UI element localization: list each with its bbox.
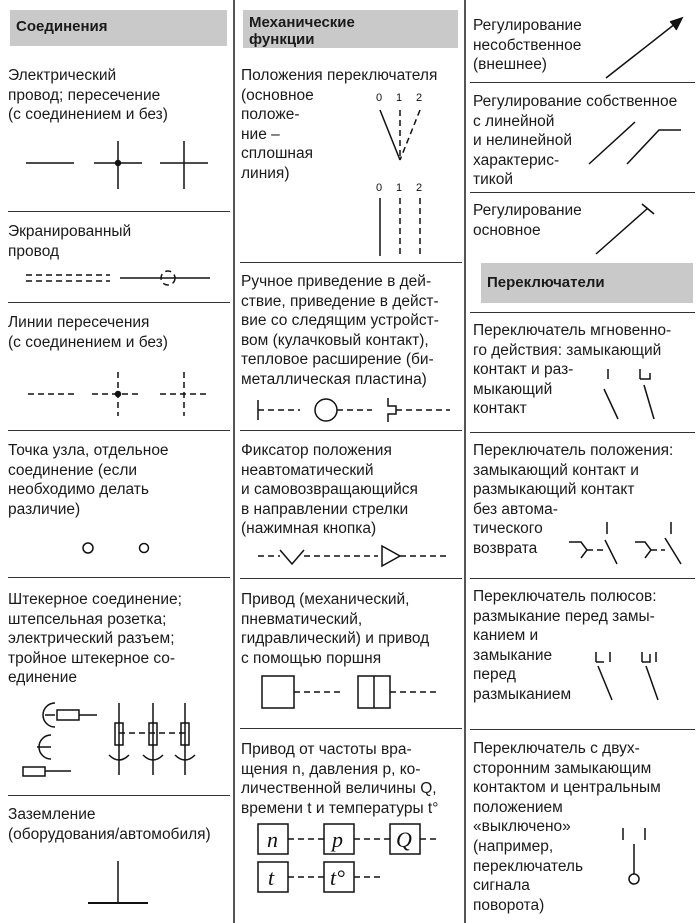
col1-item-text bbox=[8, 66, 168, 125]
text-line: основное bbox=[473, 221, 541, 239]
text-line: положением bbox=[473, 798, 563, 816]
text-line: возврата bbox=[473, 539, 538, 557]
col3-item-text bbox=[473, 16, 582, 75]
text-line: (основное bbox=[241, 86, 314, 104]
text-line: Электрический bbox=[8, 67, 117, 84]
text-line: электрический разъем; bbox=[8, 630, 175, 648]
text-line: сторонним замыкающим bbox=[473, 759, 652, 777]
position-label: 1 bbox=[396, 92, 403, 104]
text-line: времени t и температуры t° bbox=[241, 799, 439, 817]
row-separator bbox=[8, 302, 230, 303]
row-separator bbox=[8, 795, 230, 796]
text-line: сигнала bbox=[473, 877, 530, 895]
row-separator bbox=[240, 430, 462, 431]
text-line: Точка узла, отдельное bbox=[8, 442, 169, 459]
text-line: контакт и раз- bbox=[473, 361, 574, 379]
text-line: металлическая пластина) bbox=[241, 370, 427, 388]
temp-label: t° bbox=[330, 865, 345, 890]
text-line: Регулирование bbox=[473, 202, 582, 219]
text-line: (оборудования/автомобиля) bbox=[8, 825, 211, 843]
text-line: тройное штекерное со- bbox=[8, 649, 176, 667]
col2-item-text bbox=[241, 272, 439, 390]
text-line: Штекерное соединение; bbox=[8, 591, 182, 608]
text-line: Фиксатор положения bbox=[241, 442, 392, 459]
text-line: ние – bbox=[241, 125, 280, 143]
text-line: Ручное приведение в дей- bbox=[241, 273, 432, 290]
col2-item-text bbox=[241, 590, 429, 668]
text-line: соединение (если bbox=[8, 461, 138, 479]
text-line: Экранированный bbox=[8, 223, 132, 240]
text-line: размыканием bbox=[473, 685, 572, 703]
text-line: тепловое расширение (би- bbox=[241, 351, 434, 369]
text-line: размыкание перед замы- bbox=[473, 607, 655, 625]
text-line: с помощью поршня bbox=[241, 649, 382, 667]
text-line: Регулирование bbox=[473, 17, 582, 34]
two-way-switch-symbol-icon bbox=[615, 822, 665, 892]
text-line: сплошная bbox=[241, 145, 313, 163]
col3-item-text bbox=[473, 201, 582, 240]
text-line: «выключено» bbox=[473, 818, 571, 836]
t-label: t bbox=[268, 865, 275, 890]
text-line: замыкание bbox=[473, 646, 553, 664]
text-line: го действия: замыкающий bbox=[473, 341, 662, 359]
col1-item-text bbox=[8, 313, 168, 352]
text-line: линия) bbox=[241, 164, 290, 182]
text-line: различие) bbox=[8, 500, 81, 518]
text-line: (нажимная кнопка) bbox=[241, 520, 377, 538]
wire-crossing-symbol-icon bbox=[20, 135, 220, 195]
n-label: n bbox=[267, 827, 278, 852]
text-line: и самовозвращающийся bbox=[241, 481, 418, 499]
row-separator bbox=[470, 729, 695, 730]
text-line: Переключатель с двух- bbox=[473, 740, 640, 757]
row-separator bbox=[470, 432, 695, 433]
text-line: в направлении стрелки bbox=[241, 500, 409, 518]
text-line: Переключатель положения: bbox=[473, 442, 674, 459]
col1-item-text bbox=[8, 222, 131, 261]
shielded-wire-symbol-icon bbox=[20, 265, 220, 295]
position-label: 1 bbox=[396, 182, 403, 194]
text-line: переключатель bbox=[473, 857, 584, 875]
text-line: (внешнее) bbox=[473, 56, 547, 74]
row-separator bbox=[470, 192, 695, 193]
text-line: гидравлический) и привод bbox=[241, 630, 430, 648]
text-line: поворота) bbox=[473, 896, 545, 914]
row-separator bbox=[8, 211, 230, 212]
text-line: тикой bbox=[473, 171, 513, 189]
text-line: с линейной bbox=[473, 112, 555, 130]
row-separator bbox=[470, 82, 695, 83]
inherent-regulation-symbol-icon bbox=[585, 116, 690, 170]
text-line: контактом и центральным bbox=[473, 779, 661, 797]
row-separator bbox=[470, 312, 695, 313]
text-line: Заземление bbox=[8, 806, 96, 823]
text-line: неавтоматический bbox=[241, 461, 374, 479]
col1-header: Соединения bbox=[10, 10, 227, 46]
text-line: ствие, приведение в дейст- bbox=[241, 292, 439, 310]
text-line: провод; пересечение bbox=[8, 86, 161, 104]
col2-header bbox=[243, 10, 458, 48]
text-line: пневматический, bbox=[241, 610, 363, 628]
col2-item-text bbox=[241, 740, 438, 818]
col1-item-text bbox=[8, 441, 169, 519]
header-line: Механические bbox=[249, 14, 355, 31]
text-line: перед bbox=[473, 666, 516, 684]
text-line: единение bbox=[8, 669, 78, 687]
text-line: провод bbox=[8, 242, 60, 260]
row-separator bbox=[240, 578, 462, 579]
column-divider bbox=[233, 0, 235, 923]
text-line: Переключатель полюсов: bbox=[473, 588, 657, 605]
col2-item-text bbox=[241, 441, 418, 539]
node-point-symbol-icon bbox=[70, 535, 170, 565]
text-line: (с соединением и без) bbox=[8, 333, 168, 351]
text-line: (с соединением и без) bbox=[8, 106, 168, 124]
text-line: вие со следящим устройст- bbox=[241, 312, 439, 330]
column-divider bbox=[464, 0, 466, 923]
text-line: мыкающий bbox=[473, 380, 553, 398]
position-switch-symbol-icon bbox=[565, 518, 695, 568]
text-line: контакт bbox=[473, 400, 527, 418]
text-line: щения n, давления p, ко- bbox=[241, 760, 421, 778]
text-line: (например, bbox=[473, 837, 554, 855]
drive-symbol-icon bbox=[250, 672, 460, 716]
plug-connection-symbol-icon bbox=[15, 695, 225, 785]
text-line: тического bbox=[473, 520, 543, 538]
row-separator bbox=[8, 577, 230, 578]
text-line: Привод от частоты вра- bbox=[241, 741, 412, 758]
text-line: канием и bbox=[473, 627, 539, 645]
text-line: характерис- bbox=[473, 151, 560, 169]
switch-positions-symbol-icon bbox=[370, 88, 440, 263]
row-separator bbox=[470, 578, 695, 579]
ground-symbol-icon bbox=[70, 855, 170, 915]
text-line: и нелинейной bbox=[473, 132, 573, 150]
text-line: замыкающий контакт и bbox=[473, 461, 639, 479]
position-label: 0 bbox=[376, 182, 383, 194]
row-separator bbox=[240, 728, 462, 729]
crossing-lines-symbol-icon bbox=[20, 366, 220, 416]
text-line: личественной величины Q, bbox=[241, 780, 437, 798]
basic-regulation-symbol-icon bbox=[592, 200, 692, 260]
text-line: Регулирование собственное bbox=[473, 93, 678, 110]
snap-switch-symbol-icon bbox=[600, 365, 670, 425]
text-line: без автома- bbox=[473, 500, 558, 518]
external-regulation-symbol-icon bbox=[600, 14, 690, 84]
col3-header: Переключатели bbox=[481, 263, 693, 303]
text-line: положе- bbox=[241, 106, 300, 124]
text-line: размыкающий контакт bbox=[473, 481, 635, 499]
text-line: Положения переключателя bbox=[241, 67, 438, 84]
text-line: необходимо делать bbox=[8, 481, 149, 499]
row-separator bbox=[240, 262, 462, 263]
header-line: функции bbox=[249, 31, 315, 48]
col1-item-text bbox=[8, 805, 211, 844]
position-label: 2 bbox=[416, 92, 423, 104]
detent-symbol-icon bbox=[250, 540, 460, 576]
text-line: Привод (механический, bbox=[241, 591, 410, 608]
text-line: Переключатель мгновенно- bbox=[473, 322, 672, 339]
position-label: 2 bbox=[416, 182, 423, 194]
text-line: Линии пересечения bbox=[8, 314, 150, 331]
pole-switch-symbol-icon bbox=[590, 648, 680, 708]
p-label: p bbox=[332, 827, 343, 852]
row-separator bbox=[8, 430, 230, 431]
col1-item-text bbox=[8, 590, 182, 688]
text-line: вом (кулачковый контакт), bbox=[241, 331, 429, 349]
text-line: несобственное bbox=[473, 36, 582, 54]
q-label: Q bbox=[396, 827, 412, 852]
actuation-symbol-icon bbox=[250, 392, 460, 428]
text-line: штепсельная розетка; bbox=[8, 610, 167, 628]
quantity-drive-symbol-icon bbox=[250, 820, 460, 900]
position-label: 0 bbox=[376, 92, 383, 104]
